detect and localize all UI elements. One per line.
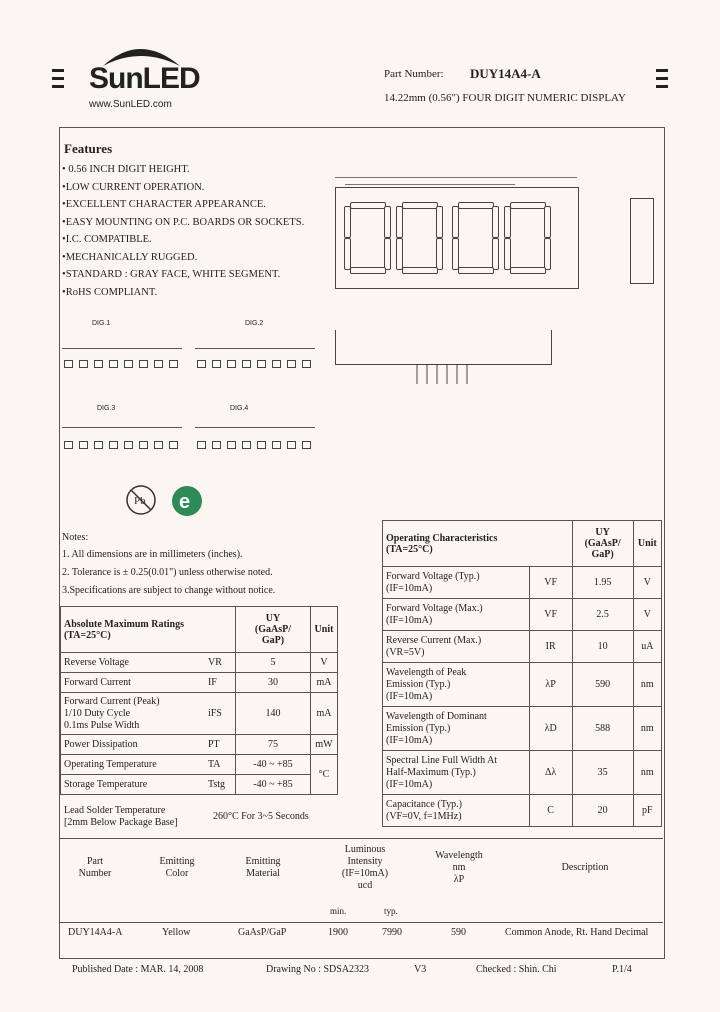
note-item: 2. Tolerance is ± 0.25(0.01") unless otherwise noted. — [62, 567, 273, 578]
version: V3 — [414, 964, 427, 975]
features-list — [62, 161, 304, 301]
table-row: Forward Voltage (Max.) (IF=10mA) VF 2.5 V — [383, 599, 662, 631]
table-row: Forward Current (Peak) 1/10 Duty Cycle 0.1ms Pulse Width iFS 140 mA — [61, 693, 338, 735]
digit-2 — [396, 202, 444, 272]
digit-label: DIG.2 — [245, 320, 264, 327]
side-view-drawing — [630, 198, 654, 284]
published-date: Published Date : MAR. 14, 2008 — [72, 964, 204, 975]
digit-label: DIG.4 — [230, 405, 249, 412]
subtitle: 14.22mm (0.56") FOUR DIGIT NUMERIC DISPLAY — [384, 92, 626, 104]
table-row: Spectral Line Full Width At Half-Maximum (Typ.) (IF=10mA) Δλ 35 nm — [383, 751, 662, 795]
col-typ: typ. — [384, 906, 398, 916]
col-min: min. — [330, 906, 347, 916]
digit-1 — [344, 202, 392, 272]
feature-item: •I.C. COMPATIBLE. — [62, 234, 152, 245]
feature-item: •LOW CURRENT OPERATION. — [62, 181, 205, 193]
circuit-diagram-3 — [62, 405, 187, 475]
note-item: 3.Specifications are subject to change without notice. — [62, 585, 276, 596]
abs-max-header: Absolute Maximum Ratings (TA=25°C) — [61, 607, 236, 653]
svg-text:Pb: Pb — [134, 495, 146, 507]
solder-temp-value: 260°C For 3~5 Seconds — [213, 811, 309, 822]
col-emitting-material: Emitting Material — [245, 856, 281, 879]
solder-temp-label: Lead Solder Temperature [2mm Below Package Base] — [64, 805, 178, 828]
feature-item: •EXCELLENT CHARACTER APPEARANCE. — [62, 199, 266, 210]
logo-text: SunLED — [89, 62, 200, 95]
part-number: DUY14A4-A — [470, 66, 541, 81]
part-row-min: 1900 — [328, 927, 348, 938]
digit-4 — [504, 202, 552, 272]
part-row-material: GaAsP/GaP — [238, 927, 287, 938]
circuit-diagram-2 — [195, 320, 320, 390]
col-luminous: Luminous Intensity (IF=10mA) ucd — [341, 844, 389, 891]
feature-item: •MECHANICALLY RUGGED. — [62, 251, 198, 263]
digit-label: DIG.3 — [97, 405, 116, 412]
part-row-desc: Common Anode, Rt. Hand Decimal — [505, 927, 649, 938]
right-header-bars — [656, 69, 668, 93]
note-item: 1. All dimensions are in millimeters (inches). — [62, 549, 243, 560]
table-row: Power Dissipation PT 75 mW — [61, 735, 338, 755]
bottom-view-drawing — [335, 330, 552, 365]
part-row-typ: 7990 — [382, 927, 402, 938]
circuit-diagram-1 — [62, 320, 187, 390]
table-row: Forward Voltage (Typ.) (IF=10mA) VF 1.95 V — [383, 567, 662, 599]
display-drawing — [335, 187, 579, 289]
drawing-number: Drawing No : SDSA2323 — [266, 964, 370, 975]
op-char-col-uy: UY (GaAsP/ GaP) — [572, 521, 633, 567]
op-char-header: Operating Characteristics (TA=25°C) — [383, 521, 573, 567]
part-row-part: DUY14A4-A — [68, 927, 123, 938]
pins-drawing — [413, 364, 473, 384]
col-wavelength: Wavelength nm λP — [435, 850, 483, 885]
table-row: Storage Temperature Tstg -40 ~ +85 — [61, 775, 338, 795]
digit-label: DIG.1 — [92, 320, 111, 327]
feature-item: •EASY MOUNTING ON P.C. BOARDS OR SOCKETS. — [62, 216, 305, 228]
part-table-divider — [60, 838, 663, 839]
website: www.SunLED.com — [89, 99, 172, 110]
pb-free-icon — [125, 484, 157, 521]
part-row-wave: 590 — [451, 927, 466, 938]
page-number: P.1/4 — [612, 964, 632, 975]
part-number-label: Part Number: — [384, 68, 444, 80]
op-char-table — [382, 520, 662, 827]
part-row-color: Yellow — [162, 927, 191, 938]
abs-max-table — [60, 606, 338, 795]
col-emitting-color: Emitting Color — [159, 856, 195, 879]
op-char-col-unit: Unit — [633, 521, 661, 567]
table-row: Operating Temperature TA -40 ~ +85 °C — [61, 755, 338, 775]
notes-title: Notes: — [62, 532, 89, 543]
feature-item: •STANDARD : GRAY FACE, WHITE SEGMENT. — [62, 269, 281, 280]
feature-item: • 0.56 INCH DIGIT HEIGHT. — [62, 164, 190, 175]
digit-3 — [452, 202, 500, 272]
features-title: Features — [64, 141, 113, 156]
table-row: Reverse Voltage VR 5 V — [61, 653, 338, 673]
table-row: Reverse Current (Max.) (VR=5V) IR 10 uA — [383, 631, 662, 663]
feature-item: •RoHS COMPLIANT. — [62, 286, 158, 298]
circuit-diagram-4 — [195, 405, 320, 475]
dimension-line-top — [335, 177, 577, 178]
checked-by: Checked : Shin. Chi — [476, 964, 557, 975]
col-description: Description — [561, 862, 609, 873]
part-table-row-divider — [60, 922, 663, 923]
rohs-e-icon — [170, 484, 204, 523]
table-row: Capacitance (Typ.) (VF=0V, f=1MHz) C 20 pF — [383, 795, 662, 827]
sunled-logo — [85, 38, 200, 100]
table-row: Wavelength of Peak Emission (Typ.) (IF=10mA) λP 590 nm — [383, 663, 662, 707]
left-header-bars — [52, 69, 64, 93]
abs-max-col-uy: UY (GaAsP/ GaP) — [235, 607, 310, 653]
table-row: Wavelength of Dominant Emission (Typ.) (IF=10mA) λD 588 nm — [383, 707, 662, 751]
col-part-number: Part Number — [78, 856, 112, 879]
dimension-line-top-2 — [345, 184, 515, 185]
svg-text:e: e — [179, 491, 191, 513]
table-row: Forward Current IF 30 mA — [61, 673, 338, 693]
abs-max-col-unit: Unit — [310, 607, 337, 653]
